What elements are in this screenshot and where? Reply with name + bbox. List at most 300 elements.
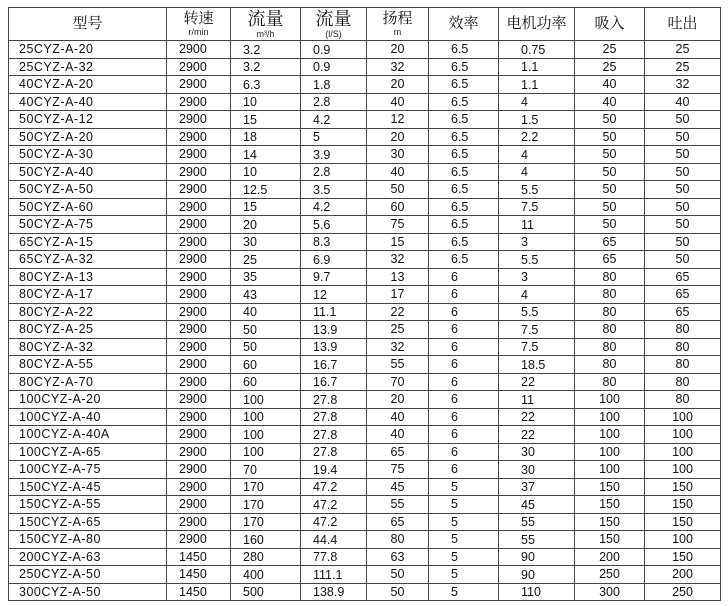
cell-inlet: 150 <box>575 531 645 549</box>
cell-motor-power: 5.5 <box>499 181 575 199</box>
table-header <box>9 8 721 41</box>
table-row <box>9 496 721 514</box>
cell-head: 17 <box>367 286 429 304</box>
cell-speed: 2900 <box>167 356 231 374</box>
header-speed-unit: r/min <box>188 27 209 37</box>
cell-flow-ls: 47.2 <box>301 496 367 514</box>
cell-motor-power: 3 <box>499 268 575 286</box>
cell-efficiency: 6.5 <box>429 111 499 129</box>
table-row <box>9 583 721 601</box>
cell-outlet: 80 <box>645 391 721 409</box>
cell-motor-power: 4 <box>499 286 575 304</box>
cell-flow-ls: 2.8 <box>301 93 367 111</box>
cell-efficiency: 6.5 <box>429 58 499 76</box>
cell-outlet: 32 <box>645 76 721 94</box>
cell-speed: 2900 <box>167 286 231 304</box>
cell-flow-m3h: 14 <box>231 146 301 164</box>
cell-motor-power: 7.5 <box>499 338 575 356</box>
cell-outlet: 250 <box>645 583 721 601</box>
cell-model: 250CYZ-A-50 <box>9 566 167 584</box>
cell-speed: 2900 <box>167 128 231 146</box>
cell-model: 100CYZ-A-75 <box>9 461 167 479</box>
cell-outlet: 50 <box>645 181 721 199</box>
cell-speed: 2900 <box>167 461 231 479</box>
table-row <box>9 76 721 94</box>
cell-inlet: 150 <box>575 478 645 496</box>
header-flow-ls-label: 流量 <box>315 9 352 29</box>
cell-inlet: 65 <box>575 233 645 251</box>
cell-motor-power: 55 <box>499 513 575 531</box>
cell-motor-power: 4 <box>499 93 575 111</box>
cell-flow-m3h: 500 <box>231 583 301 601</box>
cell-outlet: 25 <box>645 41 721 59</box>
cell-model: 50CYZ-A-60 <box>9 198 167 216</box>
cell-flow-m3h: 30 <box>231 233 301 251</box>
cell-speed: 2900 <box>167 338 231 356</box>
cell-flow-ls: 16.7 <box>301 373 367 391</box>
cell-head: 80 <box>367 531 429 549</box>
cell-efficiency: 5 <box>429 513 499 531</box>
cell-flow-ls: 77.8 <box>301 548 367 566</box>
cell-model: 65CYZ-A-15 <box>9 233 167 251</box>
cell-motor-power: 30 <box>499 443 575 461</box>
cell-model: 100CYZ-A-20 <box>9 391 167 409</box>
cell-model: 25CYZ-A-32 <box>9 58 167 76</box>
cell-flow-ls: 11.1 <box>301 303 367 321</box>
cell-efficiency: 6 <box>429 443 499 461</box>
header-head-unit: m <box>393 27 402 37</box>
table-row <box>9 391 721 409</box>
cell-head: 50 <box>367 566 429 584</box>
cell-motor-power: 3 <box>499 233 575 251</box>
cell-model: 100CYZ-A-65 <box>9 443 167 461</box>
cell-flow-ls: 19.4 <box>301 461 367 479</box>
table-row <box>9 41 721 59</box>
cell-flow-m3h: 25 <box>231 251 301 269</box>
cell-head: 65 <box>367 513 429 531</box>
cell-flow-m3h: 20 <box>231 216 301 234</box>
cell-head: 40 <box>367 408 429 426</box>
cell-flow-ls: 16.7 <box>301 356 367 374</box>
cell-efficiency: 6 <box>429 461 499 479</box>
header-outlet: 吐出 <box>645 8 721 41</box>
cell-model: 80CYZ-A-55 <box>9 356 167 374</box>
cell-flow-ls: 47.2 <box>301 478 367 496</box>
cell-flow-m3h: 170 <box>231 478 301 496</box>
cell-inlet: 50 <box>575 128 645 146</box>
cell-model: 150CYZ-A-80 <box>9 531 167 549</box>
cell-efficiency: 6.5 <box>429 216 499 234</box>
cell-flow-ls: 0.9 <box>301 41 367 59</box>
cell-speed: 2900 <box>167 531 231 549</box>
cell-flow-ls: 4.2 <box>301 198 367 216</box>
table-row <box>9 443 721 461</box>
cell-flow-m3h: 100 <box>231 443 301 461</box>
table-row <box>9 321 721 339</box>
cell-motor-power: 1.1 <box>499 76 575 94</box>
cell-inlet: 50 <box>575 181 645 199</box>
table-row <box>9 566 721 584</box>
cell-model: 80CYZ-A-70 <box>9 373 167 391</box>
cell-flow-ls: 8.3 <box>301 233 367 251</box>
cell-head: 20 <box>367 41 429 59</box>
cell-model: 50CYZ-A-30 <box>9 146 167 164</box>
cell-motor-power: 45 <box>499 496 575 514</box>
cell-motor-power: 11 <box>499 391 575 409</box>
cell-head: 50 <box>367 583 429 601</box>
table-row <box>9 163 721 181</box>
cell-efficiency: 6.5 <box>429 76 499 94</box>
cell-efficiency: 6 <box>429 373 499 391</box>
cell-flow-m3h: 6.3 <box>231 76 301 94</box>
cell-model: 50CYZ-A-20 <box>9 128 167 146</box>
cell-flow-m3h: 12.5 <box>231 181 301 199</box>
cell-model: 25CYZ-A-20 <box>9 41 167 59</box>
table-row <box>9 303 721 321</box>
pump-spec-table-wrapper <box>8 7 721 601</box>
cell-model: 50CYZ-A-40 <box>9 163 167 181</box>
cell-model: 50CYZ-A-75 <box>9 216 167 234</box>
cell-speed: 2900 <box>167 111 231 129</box>
header-flow-m3h <box>231 8 301 41</box>
cell-efficiency: 5 <box>429 566 499 584</box>
cell-efficiency: 6.5 <box>429 93 499 111</box>
cell-speed: 1450 <box>167 548 231 566</box>
cell-model: 50CYZ-A-50 <box>9 181 167 199</box>
table-row <box>9 128 721 146</box>
cell-model: 100CYZ-A-40 <box>9 408 167 426</box>
cell-head: 50 <box>367 181 429 199</box>
table-row <box>9 426 721 444</box>
cell-speed: 2900 <box>167 268 231 286</box>
cell-inlet: 80 <box>575 356 645 374</box>
cell-speed: 1450 <box>167 583 231 601</box>
cell-motor-power: 55 <box>499 531 575 549</box>
cell-flow-m3h: 400 <box>231 566 301 584</box>
cell-flow-m3h: 100 <box>231 391 301 409</box>
cell-flow-m3h: 100 <box>231 408 301 426</box>
cell-efficiency: 6 <box>429 268 499 286</box>
cell-speed: 2900 <box>167 426 231 444</box>
cell-motor-power: 2.2 <box>499 128 575 146</box>
cell-flow-m3h: 10 <box>231 93 301 111</box>
cell-inlet: 100 <box>575 461 645 479</box>
cell-flow-m3h: 50 <box>231 321 301 339</box>
cell-outlet: 50 <box>645 233 721 251</box>
cell-efficiency: 6.5 <box>429 233 499 251</box>
cell-flow-ls: 5.6 <box>301 216 367 234</box>
cell-outlet: 65 <box>645 303 721 321</box>
header-motor-power: 电机功率 <box>499 8 575 41</box>
cell-model: 50CYZ-A-12 <box>9 111 167 129</box>
header-model: 型号 <box>9 8 167 41</box>
cell-outlet: 65 <box>645 268 721 286</box>
cell-inlet: 40 <box>575 93 645 111</box>
cell-flow-ls: 27.8 <box>301 426 367 444</box>
header-head <box>367 8 429 41</box>
cell-efficiency: 5 <box>429 496 499 514</box>
cell-motor-power: 11 <box>499 216 575 234</box>
cell-flow-m3h: 10 <box>231 163 301 181</box>
table-row <box>9 373 721 391</box>
table-row <box>9 216 721 234</box>
cell-head: 75 <box>367 461 429 479</box>
header-flow-ls <box>301 8 367 41</box>
cell-efficiency: 5 <box>429 478 499 496</box>
cell-outlet: 150 <box>645 548 721 566</box>
cell-head: 22 <box>367 303 429 321</box>
cell-inlet: 100 <box>575 443 645 461</box>
cell-efficiency: 6.5 <box>429 181 499 199</box>
header-head-label: 扬程 <box>382 10 413 27</box>
table-body <box>9 41 721 601</box>
cell-inlet: 100 <box>575 426 645 444</box>
cell-outlet: 50 <box>645 198 721 216</box>
table-row <box>9 286 721 304</box>
cell-inlet: 25 <box>575 58 645 76</box>
cell-inlet: 100 <box>575 408 645 426</box>
header-efficiency: 效率 <box>429 8 499 41</box>
cell-inlet: 300 <box>575 583 645 601</box>
cell-model: 150CYZ-A-65 <box>9 513 167 531</box>
cell-flow-ls: 27.8 <box>301 408 367 426</box>
cell-speed: 2900 <box>167 198 231 216</box>
cell-efficiency: 6.5 <box>429 146 499 164</box>
table-row <box>9 408 721 426</box>
table-row <box>9 338 721 356</box>
cell-motor-power: 30 <box>499 461 575 479</box>
table-row <box>9 548 721 566</box>
cell-speed: 2900 <box>167 443 231 461</box>
cell-flow-ls: 3.5 <box>301 181 367 199</box>
cell-flow-m3h: 60 <box>231 373 301 391</box>
cell-head: 40 <box>367 93 429 111</box>
cell-speed: 2900 <box>167 408 231 426</box>
cell-flow-ls: 12 <box>301 286 367 304</box>
cell-head: 75 <box>367 216 429 234</box>
cell-head: 63 <box>367 548 429 566</box>
cell-flow-m3h: 70 <box>231 461 301 479</box>
cell-speed: 2900 <box>167 93 231 111</box>
cell-efficiency: 6 <box>429 391 499 409</box>
cell-motor-power: 1.5 <box>499 111 575 129</box>
cell-outlet: 80 <box>645 321 721 339</box>
cell-flow-m3h: 280 <box>231 548 301 566</box>
cell-flow-m3h: 170 <box>231 496 301 514</box>
cell-flow-ls: 4.2 <box>301 111 367 129</box>
cell-flow-ls: 2.8 <box>301 163 367 181</box>
cell-inlet: 65 <box>575 251 645 269</box>
cell-outlet: 50 <box>645 251 721 269</box>
cell-model: 80CYZ-A-22 <box>9 303 167 321</box>
cell-speed: 2900 <box>167 146 231 164</box>
cell-flow-m3h: 170 <box>231 513 301 531</box>
cell-outlet: 100 <box>645 531 721 549</box>
cell-speed: 2900 <box>167 216 231 234</box>
cell-outlet: 25 <box>645 58 721 76</box>
cell-flow-ls: 44.4 <box>301 531 367 549</box>
cell-flow-ls: 9.7 <box>301 268 367 286</box>
header-row <box>9 8 721 41</box>
cell-efficiency: 6 <box>429 408 499 426</box>
cell-flow-ls: 6.9 <box>301 251 367 269</box>
cell-head: 32 <box>367 338 429 356</box>
cell-flow-ls: 13.9 <box>301 321 367 339</box>
cell-efficiency: 6 <box>429 426 499 444</box>
cell-motor-power: 18.5 <box>499 356 575 374</box>
table-row <box>9 93 721 111</box>
cell-head: 12 <box>367 111 429 129</box>
cell-outlet: 100 <box>645 443 721 461</box>
cell-inlet: 200 <box>575 548 645 566</box>
cell-flow-m3h: 18 <box>231 128 301 146</box>
cell-outlet: 80 <box>645 338 721 356</box>
cell-outlet: 100 <box>645 408 721 426</box>
cell-head: 32 <box>367 251 429 269</box>
cell-inlet: 40 <box>575 76 645 94</box>
header-flow-m3h-label: 流量 <box>247 9 284 29</box>
pump-spec-table <box>8 7 721 601</box>
cell-efficiency: 5 <box>429 548 499 566</box>
cell-efficiency: 6.5 <box>429 251 499 269</box>
cell-flow-m3h: 60 <box>231 356 301 374</box>
cell-speed: 2900 <box>167 303 231 321</box>
cell-motor-power: 4 <box>499 163 575 181</box>
cell-inlet: 50 <box>575 111 645 129</box>
cell-efficiency: 6.5 <box>429 198 499 216</box>
cell-flow-m3h: 15 <box>231 198 301 216</box>
cell-flow-m3h: 15 <box>231 111 301 129</box>
cell-inlet: 80 <box>575 268 645 286</box>
cell-inlet: 80 <box>575 373 645 391</box>
cell-flow-ls: 111.1 <box>301 566 367 584</box>
cell-motor-power: 22 <box>499 373 575 391</box>
cell-inlet: 250 <box>575 566 645 584</box>
cell-efficiency: 6 <box>429 286 499 304</box>
cell-flow-m3h: 3.2 <box>231 58 301 76</box>
cell-inlet: 100 <box>575 391 645 409</box>
cell-flow-ls: 47.2 <box>301 513 367 531</box>
cell-flow-m3h: 160 <box>231 531 301 549</box>
cell-flow-ls: 13.9 <box>301 338 367 356</box>
cell-efficiency: 6 <box>429 321 499 339</box>
cell-head: 70 <box>367 373 429 391</box>
cell-model: 150CYZ-A-55 <box>9 496 167 514</box>
cell-outlet: 50 <box>645 163 721 181</box>
cell-outlet: 150 <box>645 478 721 496</box>
cell-motor-power: 7.5 <box>499 198 575 216</box>
cell-model: 100CYZ-A-40A <box>9 426 167 444</box>
cell-flow-ls: 5 <box>301 128 367 146</box>
cell-speed: 2900 <box>167 76 231 94</box>
cell-model: 40CYZ-A-20 <box>9 76 167 94</box>
cell-inlet: 80 <box>575 338 645 356</box>
cell-head: 65 <box>367 443 429 461</box>
cell-speed: 2900 <box>167 163 231 181</box>
cell-outlet: 50 <box>645 128 721 146</box>
header-flow-ls-unit: (l/S) <box>325 29 342 39</box>
cell-model: 80CYZ-A-13 <box>9 268 167 286</box>
cell-outlet: 200 <box>645 566 721 584</box>
cell-inlet: 50 <box>575 198 645 216</box>
cell-outlet: 100 <box>645 426 721 444</box>
cell-motor-power: 1.1 <box>499 58 575 76</box>
cell-flow-ls: 1.8 <box>301 76 367 94</box>
cell-head: 55 <box>367 356 429 374</box>
cell-head: 55 <box>367 496 429 514</box>
cell-speed: 2900 <box>167 233 231 251</box>
cell-motor-power: 90 <box>499 548 575 566</box>
cell-speed: 2900 <box>167 496 231 514</box>
cell-outlet: 65 <box>645 286 721 304</box>
header-speed-label: 转速 <box>183 10 214 27</box>
table-row <box>9 233 721 251</box>
cell-outlet: 50 <box>645 111 721 129</box>
cell-speed: 2900 <box>167 478 231 496</box>
cell-head: 15 <box>367 233 429 251</box>
cell-flow-m3h: 3.2 <box>231 41 301 59</box>
cell-flow-m3h: 40 <box>231 303 301 321</box>
cell-model: 80CYZ-A-17 <box>9 286 167 304</box>
cell-efficiency: 5 <box>429 531 499 549</box>
cell-efficiency: 6 <box>429 338 499 356</box>
cell-flow-m3h: 43 <box>231 286 301 304</box>
cell-speed: 2900 <box>167 251 231 269</box>
cell-speed: 1450 <box>167 566 231 584</box>
cell-motor-power: 90 <box>499 566 575 584</box>
cell-flow-m3h: 35 <box>231 268 301 286</box>
cell-efficiency: 6.5 <box>429 41 499 59</box>
header-speed <box>167 8 231 41</box>
cell-efficiency: 5 <box>429 583 499 601</box>
cell-head: 20 <box>367 76 429 94</box>
cell-flow-m3h: 100 <box>231 426 301 444</box>
cell-head: 20 <box>367 391 429 409</box>
cell-head: 25 <box>367 321 429 339</box>
cell-flow-ls: 0.9 <box>301 58 367 76</box>
header-flow-m3h-unit: m³/h <box>256 29 275 39</box>
cell-flow-ls: 3.9 <box>301 146 367 164</box>
table-row <box>9 198 721 216</box>
cell-motor-power: 37 <box>499 478 575 496</box>
cell-inlet: 25 <box>575 41 645 59</box>
cell-motor-power: 22 <box>499 426 575 444</box>
cell-model: 150CYZ-A-45 <box>9 478 167 496</box>
cell-head: 30 <box>367 146 429 164</box>
cell-motor-power: 5.5 <box>499 251 575 269</box>
table-row <box>9 58 721 76</box>
cell-outlet: 50 <box>645 216 721 234</box>
cell-outlet: 80 <box>645 356 721 374</box>
cell-motor-power: 7.5 <box>499 321 575 339</box>
cell-speed: 2900 <box>167 41 231 59</box>
cell-motor-power: 4 <box>499 146 575 164</box>
cell-speed: 2900 <box>167 513 231 531</box>
cell-outlet: 100 <box>645 461 721 479</box>
cell-speed: 2900 <box>167 373 231 391</box>
cell-model: 40CYZ-A-40 <box>9 93 167 111</box>
cell-speed: 2900 <box>167 391 231 409</box>
cell-efficiency: 6.5 <box>429 128 499 146</box>
table-row <box>9 478 721 496</box>
table-row <box>9 268 721 286</box>
cell-efficiency: 6.5 <box>429 163 499 181</box>
table-row <box>9 111 721 129</box>
cell-outlet: 150 <box>645 513 721 531</box>
cell-inlet: 50 <box>575 163 645 181</box>
cell-speed: 2900 <box>167 321 231 339</box>
cell-speed: 2900 <box>167 58 231 76</box>
